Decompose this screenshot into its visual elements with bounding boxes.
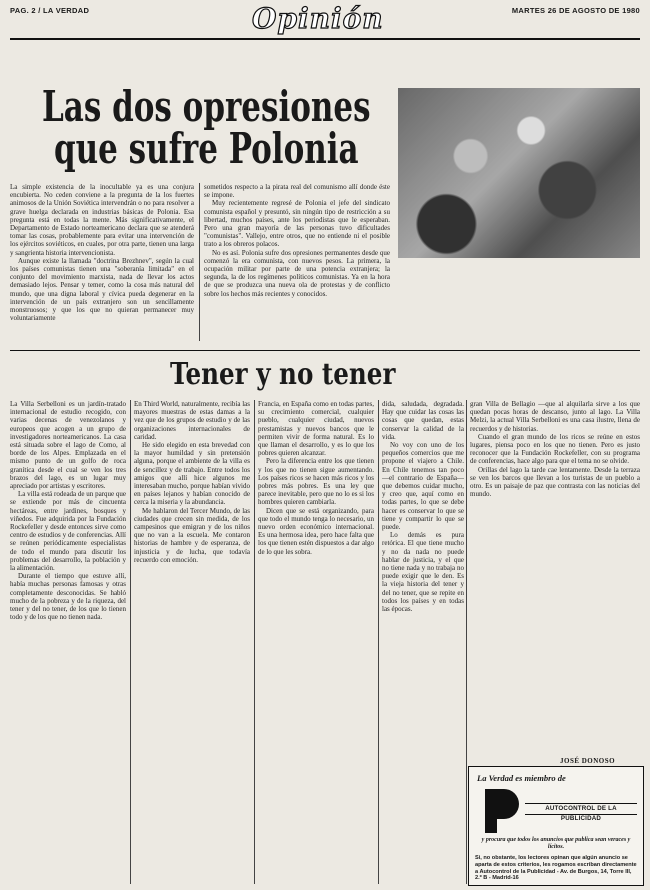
paragraph: No voy con uno de los pequeños comercios que me propone el viajero a Chile. En Chile tenemos tan poco —el contrario de España— que debemos cuidar mucho, y creo que, aquí como en todas partes, lo que se debe hacer es conservar lo que se tiene y compartir lo que se puede. <box>382 441 464 532</box>
paragraph: Francia, en España como en todas partes, su crecimiento comercial, cualquier pueblo, cualquier ciudad, nuevos prestamistas y nuevos bancos que le permiten vivir de forma natural. Es lo que llaman el desarrollo, y es lo que los pobres quieren alcanzar. <box>258 400 374 458</box>
paragraph: sometidos respecto a la pirata real del comunismo allí donde éste se impone. <box>204 183 390 200</box>
autocontrol-logo-stem <box>485 819 497 833</box>
ad-band-text: AUTOCONTROL DE LA PUBLICIDAD <box>525 803 637 815</box>
ad-middle-text: y procura que todos los anuncios que publica sean veraces y lícitos. <box>481 837 631 850</box>
paragraph: Durante el tiempo que estuve allí, había muchas personas famosas y otras completamente desconocidas. Se habló mucho de la pobreza y de la riqueza, del tener y del no tener, de los que lo tienen todo y de los que no tienen nada. <box>10 572 126 622</box>
paragraph: No es así. Polonia sufre dos opresiones permanentes desde que comenzó la era comunista, con nuevos pesos. La primera, la ocupación militar por parte de una potencia extranjera; la segunda, la de los regímenes políticos comunistas. Ya en la hora de que se produzca una nueva ola de protestas y de conflicto sobre los hechos más recientes y conocidos. <box>204 248 390 298</box>
article1-column-1 <box>10 183 194 343</box>
headline-line-2: que sufre Polonia <box>53 124 359 173</box>
paragraph: La simple existencia de la inocultable ya es una conjura encubierta. No ceden conviene a la pregunta de la los fuertes animosos de la Unión Soviética intervendrán o no para resolver a grave huelga declarada en industrias básicas de Polonia. Esa pregunta está en todas la mente. Más significativamente, el Departamento de Estado norteamericano declara que se atenderá tomar las cosas, probablemente para evitar una intervención de los ejércitos soviéticos, en cuales, por otra parte, tienen una larga y sangrienta historia intervencionista. <box>10 183 194 257</box>
article1-headline <box>30 82 383 173</box>
paragraph: dida, saludada, degradada. Hay que cuidar las cosas las cosas que quedan, estas conservar la calidad de la vida. <box>382 400 464 441</box>
paragraph: En Third World, naturalmente, recibía las mayores muestras de estas damas a la vez que de los grupos de estudio y de las organizaciones internacionales de caridad. <box>134 400 250 441</box>
article1-photo <box>398 88 640 258</box>
paragraph: gran Villa de Bellagio —que al alquilarla sirve a los que quedan pocas horas de descanso, junto al lago. La Villa Melzi, la actual Villa Serbelloni es una casa ilustre, llena de recuerdos y de historias. <box>470 400 640 433</box>
paragraph: Me hablaron del Tercer Mundo, de las ciudades que crecen sin medida, de los campesinos que emigran y de los niños que no van a la escuela. Me contaron historias de hambre y de esperanza, de injusticia y de lucha, que todavía recuerdo con emoción. <box>134 506 250 564</box>
article2-column-1 <box>10 400 126 884</box>
paragraph: Aunque existe la llamada "doctrina Brezhnev", según la cual los países comunistas tienen una "soberanía limitada" en el conjunto del movimiento marxista, nada de llevar los actos demasiado lejos. Pensar y temer, como la cosa más natural del mundo, que una digna laboral y cívica pueda degenerar en la intervención de un país extranjero son un sencillamente monstruosos; y que los que no quieran permanecer muy voluntariamente <box>10 256 194 323</box>
paragraph: Orillas del lago la tarde cae lentamente. Desde la terraza se ven los barcos que llevan a los turistas de un pueblo a otro. Es un paisaje de paz que contrasta con las noticias del mundo. <box>470 465 640 499</box>
article-separator <box>10 350 640 351</box>
paragraph: Muy recientemente regresé de Polonia el jefe del sindicato comunista español y presuntó, sin ningún tipo de restricción a su libertad, muchos países, ante los periodistas que le esperaban. Pero una gran mayoría de las personas tuvo dificultades "comunistas". Vallejo, entre otros, que no entiende ni el posible trato a los obreros polacos. <box>204 199 390 249</box>
header-rule <box>10 38 640 40</box>
paragraph: Cuando el gran mundo de los ricos se reúne en estos lugares, piensa poco en los que no tienen. Pero es justo reconocer que la Fundación Rockefeller, con su programa de conferencias, hace algo para que el tema no se olvide. <box>470 432 640 466</box>
paragraph: Lo demás es pura retórica. El que tiene mucho y no da nada no puede hablar de justicia, y el que no tiene nada y no trabaja no puede exigir que le den. Es la vieja historia del tener y del no tener, que se repite en todos los países y en todas las épocas. <box>382 531 464 614</box>
ad-top-text: La Verdad es miembro de <box>477 773 566 783</box>
section-title: Opinión <box>252 2 384 35</box>
article2-column-5 <box>470 400 640 752</box>
article2-column-3 <box>258 400 374 884</box>
column-divider <box>130 400 131 884</box>
issue-date: MARTES 26 DE AGOSTO DE 1980 <box>511 6 640 15</box>
ad-footer-text: Si, no obstante, los lectores opinan que algún anuncio se aparta de estos criterios, les rogamos escriban directamente a Autocontrol de la Publicidad - Av. de Burgos, 14, Torre III, 2.º B - Madrid-16 <box>475 855 637 882</box>
article2-column-2 <box>134 400 250 884</box>
article1-column-2 <box>204 183 390 343</box>
paragraph: La Villa Serbelloni es un jardín-tratado internacional de estudio recogido, con varias decenas de venezolanos y europeos que acogen a un grupo de investigadores norteamericanos. La casa está situada sobre el lago de Como, al borde de los Alpes. Emplazada en el mismo punto de un golfo de roca granítica desde el cual se ven los tres brazos del lago, es un lugar muy apreciado por artistas y escritores. <box>10 400 126 491</box>
paragraph: Dicen que se está organizando, para que todo el mundo tenga lo necesario, un nuevo orden económico internacional. Es una hermosa idea, pero hace falta que los que tienen estén dispuestos a dar algo de lo que les sobra. <box>258 506 374 556</box>
paragraph: Pero la diferencia entre los que tienen y los que no tienen sigue aumentando. Los países ricos se hacen más ricos y los pobres más pobres. Es una ley que parece inevitable, pero que no lo es si los hombres quieren cambiarla. <box>258 457 374 507</box>
page-label: PAG. 2 / LA VERDAD <box>10 6 90 15</box>
column-divider <box>254 400 255 884</box>
paragraph: He sido elegido en esta brevedad con la mayor humildad y sin pretensión alguna, porque el ambiente de la villa es de sencillez y de trabajo. Entre todos los amigos que allí hice algunos me interesaban mucho, porque habían vivido en países lejanos y habían conocido de cerca la miseria y la abundancia. <box>134 441 250 507</box>
author-signature: JOSÉ DONOSO <box>560 757 616 765</box>
headline-line-1: Las dos opresiones <box>42 82 371 131</box>
article2-title: Tener y no tener <box>170 357 396 392</box>
column-divider <box>378 400 379 884</box>
autocontrol-ad <box>468 766 644 886</box>
column-divider <box>199 183 200 341</box>
article2-column-4 <box>382 400 464 884</box>
autocontrol-logo-icon <box>485 789 519 819</box>
column-divider <box>466 400 467 884</box>
paragraph: La villa está rodeada de un parque que se extiende por más de cincuenta hectáreas, entre jardines, bosques y viñedos. Fue adquirida por la Fundación Rockefeller y desde entonces sirve como centro de estudios y de conferencias. Allí se reúnen periódicamente especialistas de todo el mundo para discutir los problemas del desarrollo, la población y la alimentación. <box>10 490 126 573</box>
